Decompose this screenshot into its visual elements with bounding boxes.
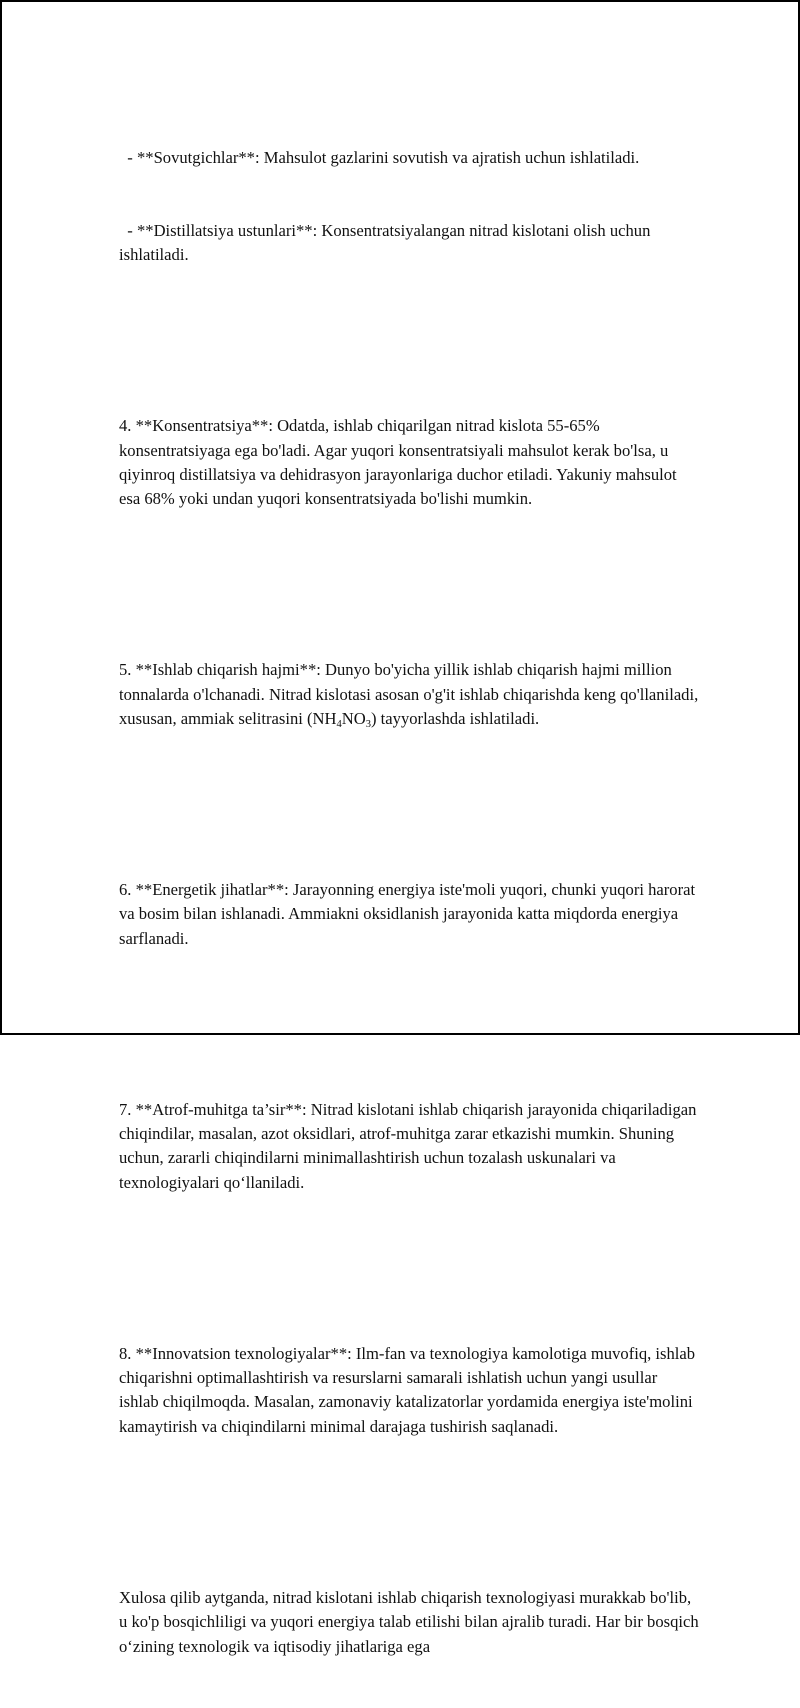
item-innovative-technologies: 8. **Innovatsion texnologiyalar**: Ilm-fan va texnologiya kamolotiga muvofiq, ishlab chiqarishni optimallashtirish va resurslarni samarali ishlatish uchun yangi usullar ishlab chiqilmoqda. Masalan, zamonaviy katalizatorlar yordamida energiya iste'molini kamaytirish va chiqindilarni minimal darajaga tushirish saqlanadi. — [119, 1343, 700, 1436]
paragraph-gap — [119, 1244, 699, 1268]
paragraph-gap — [119, 780, 699, 804]
item-production-volume-end: ) tayyorlashda ishlatiladi. — [371, 709, 540, 729]
subitem-coolers: - **Sovutgichlar**: Mahsulot gazlarini sovutish va ajratish uchun ishlatiladi. — [119, 147, 640, 167]
document-body — [119, 97, 703, 1708]
formula-no: NO — [341, 709, 366, 729]
paragraph-gap — [119, 561, 699, 585]
subitem-distillation-columns: - **Distillatsiya ustunlari**: Konsentratsiyalangan nitrad kislotani olish uchun ishlatiladi. — [119, 221, 655, 265]
subscript-4: 4 — [336, 719, 342, 731]
paragraph-gap — [119, 1000, 699, 1024]
item-environmental-impact: 7. **Atrof-muhitga ta’sir**: Nitrad kislotani ishlab chiqarish jarayonida chiqariladigan chiqindilar, masalan, azot oksidlari, atrof-muhitga zarar etkazishi mumkin. Shuning uchun, zararli chiqindilarni minimallashtirish uchun tozalash uskunalari va texnologiyalari qo‘llaniladi. — [119, 1099, 701, 1192]
paragraph-gap — [119, 1488, 699, 1512]
item-production-volume — [119, 658, 703, 731]
paragraph-gap — [119, 317, 699, 341]
subscript-3: 3 — [365, 719, 371, 731]
item-energy-aspects: 6. **Energetik jihatlar**: Jarayonning energiya iste'moli yuqori, chunki yuqori harorat va bosim bilan ishlanadi. Ammiakni oksidlanish jarayonida katta miqdorda energiya sarflanadi. — [119, 879, 700, 948]
item-production-volume-text: 5. **Ishlab chiqarish hajmi**: Dunyo bo'yicha yillik ishlab chiqarish hajmi million tonnalarda o'lchanadi. Nitrad kislotasi asosan o'g'it ishlab chiqarishda keng qo'llaniladi, xususan, ammiak selitrasini (NH — [119, 660, 703, 729]
conclusion-paragraph: Xulosa qilib aytganda, nitrad kislotani ishlab chiqarish texnologiyasi murakkab bo'lib, u ko'p bosqichliligi va yuqori energiya talab etilishi bilan ajralib turadi. Har bir bosqich o‘zining texnologik va iqtisodiy jihatlariga ega — [119, 1587, 703, 1656]
item-concentration: 4. **Konsentratsiya**: Odatda, ishlab chiqarilgan nitrad kislota 55-65% konsentratsiyaga ega bo'ladi. Agar yuqori konsentratsiyali mahsulot kerak bo'lsa, u qiyinroq distillatsiya va dehidrasyon jarayonlariga duchor etiladi. Yakuniy mahsulot esa 68% yoki undan yuqori konsentratsiyada bo'lishi mumkin. — [119, 416, 681, 509]
